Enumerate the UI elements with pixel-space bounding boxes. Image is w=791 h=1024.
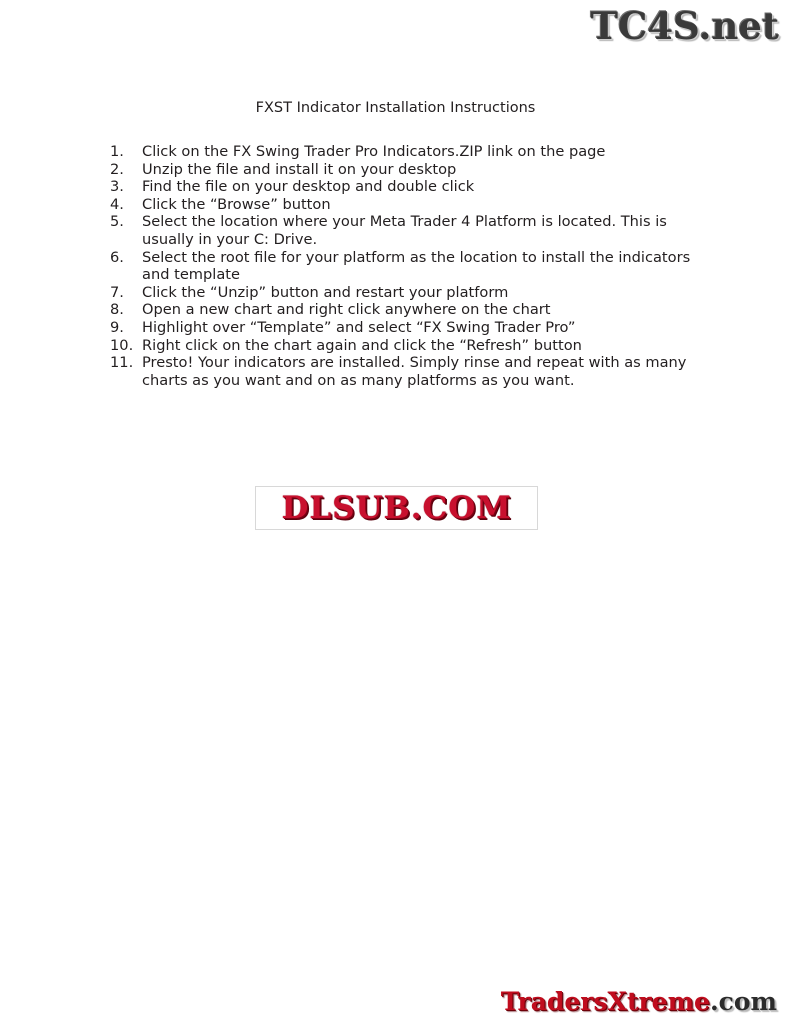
list-item-text: Click on the FX Swing Trader Pro Indicators.ZIP link on the page (142, 143, 606, 160)
watermark-tc4s: TC4S.net (590, 4, 779, 48)
list-item (110, 284, 710, 302)
list-item-text: Open a new chart and right click anywhere on the chart (142, 301, 551, 319)
list-item-number: 3. (110, 178, 124, 196)
page-title (0, 100, 791, 116)
list-item-number: 9. (110, 318, 124, 336)
instruction-list (110, 143, 710, 389)
watermark-dlsub-stamp (256, 487, 537, 529)
list-item (110, 143, 710, 161)
page-title-text: FXST Indicator Installation Instructions (255, 100, 536, 116)
list-item-number: 4. (110, 195, 124, 213)
list-item-number: 6. (110, 248, 124, 266)
list-item-text: Highlight over “Template” and select “FX Swing Trader Pro” (142, 318, 576, 336)
list-item (110, 319, 710, 337)
list-item (110, 354, 710, 389)
list-item-number: 10. (110, 336, 134, 354)
list-item (110, 161, 710, 179)
list-item-number: 8. (110, 301, 124, 319)
list-item (110, 249, 710, 284)
list-item (110, 196, 710, 214)
list-item (110, 337, 710, 355)
list-item-number: 1. (110, 143, 124, 160)
list-item-number: 2. (110, 160, 124, 178)
list-item-text: Unzip the file and install it on your desktop (142, 160, 457, 178)
stamp-text: DLSUB.COM (281, 490, 512, 526)
list-item-text: Find the file on your desktop and double click (142, 178, 475, 196)
watermark-tradersxtreme-name: TradersXtreme (500, 987, 710, 1016)
list-item (110, 301, 710, 319)
list-item-text: Click the “Unzip” button and restart your platform (142, 283, 509, 301)
watermark-tradersxtreme-tld: .com (709, 987, 777, 1016)
list-item-number: 11. (110, 354, 134, 372)
list-item-text: Right click on the chart again and click the “Refresh” button (142, 336, 582, 354)
list-item (110, 178, 710, 196)
watermark-tradersxtreme (501, 987, 777, 1016)
list-item-number: 7. (110, 283, 124, 301)
list-item-text: Select the location where your Meta Trader 4 Platform is located. This is usually in your C: Drive. (142, 213, 667, 248)
list-item-number: 5. (110, 213, 124, 231)
list-item-text: Presto! Your indicators are installed. Simply rinse and repeat with as many charts as you want and on as many platforms as you want. (142, 354, 687, 389)
list-item-text: Select the root file for your platform as the location to install the indicators and template (142, 248, 691, 284)
list-item (110, 213, 710, 248)
list-item-text: Click the “Browse” button (142, 195, 331, 213)
